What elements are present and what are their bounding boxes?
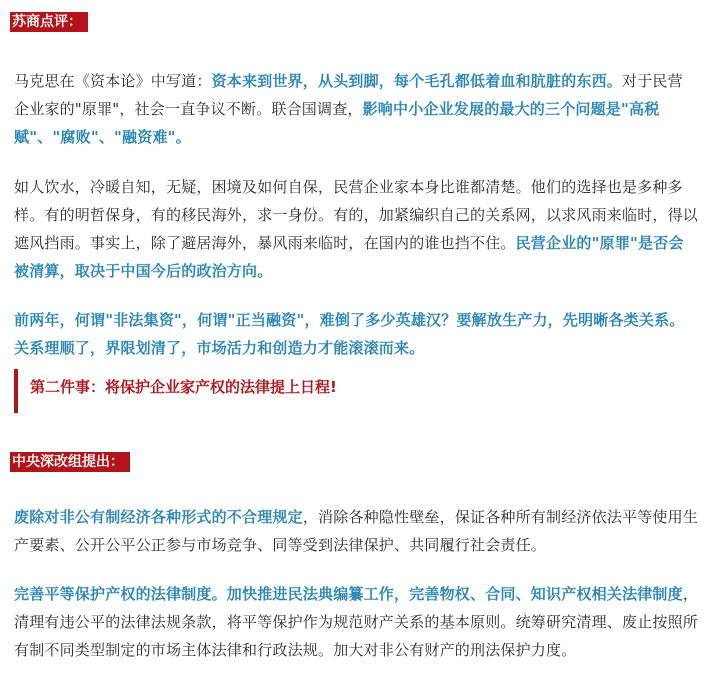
paragraph-text: ，消除各种隐性壁垒，保证各种所有制经济依法平等使用生产要素、公开公平公正参与市场竞争、同等受到法律保护、共同履行社会责任。 bbox=[14, 508, 699, 554]
callout-text: 第二件事：将保护企业家产权的法律提上日程! bbox=[30, 378, 337, 396]
paragraph-text: 马克思在《资本论》中写道： bbox=[14, 72, 212, 90]
paragraph-abolish-rules bbox=[14, 503, 698, 559]
highlight-text: 前两年，何谓"非法集资"，何谓"正当融资"，难倒了多少英雄汉？要解放生产力，先明晰各类关系。关系理顺了，界限划清了，市场活力和创造力才能滚滚而来。 bbox=[14, 311, 685, 357]
paragraph-illegal-funding bbox=[14, 306, 698, 362]
highlight-text: 废除对非公有制经济各种形式的不合理规定 bbox=[14, 508, 303, 526]
paragraph-text: ，清理有违公平的法律法规条款，将平等保护作为规范财产关系的基本原则。统筹研究清理、废止按照所有制不同类型制定的市场主体法律和行政法规。加大对非公有财产的刑法保护力度。 bbox=[14, 585, 699, 659]
section-tag-reform-group: 中央深改组提出： bbox=[10, 452, 130, 472]
section-tag-comment: 苏商点评： bbox=[10, 12, 88, 32]
paragraph-text: 如人饮水，冷暖自知，无疑，困境及如何自保，民营企业家本身比谁都清楚。他们的选择也是多种多样。有的明哲保身，有的移民海外，求一身份。有的，加紧编织自己的关系网，以求风雨来临时，得以遮风挡雨。事实上，除了避居海外，暴风雨来临时，在国内的谁也挡不住。 bbox=[14, 178, 699, 252]
highlight-text: 资本来到世界，从头到脚，每个毛孔都低着血和肮脏的东西。 bbox=[211, 72, 623, 90]
paragraph-text: 对于民营企业家的"原罪"，社会一直争议不断。联合国调查， bbox=[14, 72, 683, 118]
callout-second-matter bbox=[14, 369, 698, 413]
paragraph-self-protection bbox=[14, 173, 698, 285]
highlight-text: 民营企业的"原罪"是否会被清算，取决于中国今后的政治方向。 bbox=[14, 234, 684, 280]
paragraph-property-law bbox=[14, 580, 698, 664]
highlight-text: 完善平等保护产权的法律制度。加快推进民法典编纂工作，完善物权、合同、知识产权相关法律制度 bbox=[14, 585, 683, 603]
paragraph-marx-quote bbox=[14, 67, 698, 151]
highlight-text: 影响中小企业发展的最大的三个问题是"高税赋"、"腐败"、"融资难"。 bbox=[14, 100, 660, 146]
